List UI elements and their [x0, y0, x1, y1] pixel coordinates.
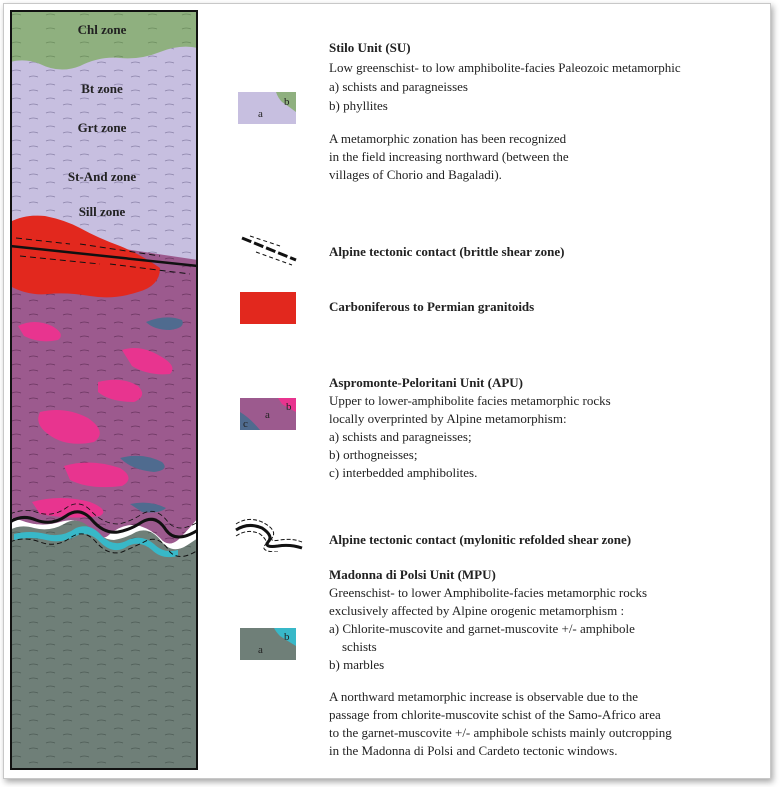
mpu-line: a) Chlorite-muscovite and garnet-muscovite +/- amphibole	[329, 621, 635, 636]
apu-line: Upper to lower-amphibolite facies metamorphic rocks	[329, 393, 611, 408]
zone-label: Chl zone	[77, 22, 127, 37]
apu-title: Aspromonte-Peloritani Unit (APU)	[329, 375, 524, 390]
mpu-line: schists	[329, 639, 377, 654]
mpu-line: exclusively affected by Alpine orogenic metamorphism :	[329, 603, 625, 618]
su-swatch	[238, 92, 296, 124]
mpu-line: Greenschist- to lower Amphibolite-facies metamorphic rocks	[329, 585, 648, 600]
zone-label: Grt zone	[77, 120, 127, 135]
su-line: b) phyllites	[329, 98, 388, 113]
zone-label: St-And zone	[67, 169, 137, 184]
mpu-note-line: to the garnet-muscovite +/- amphibole schists mainly outcropping	[329, 725, 672, 740]
zone-label: Sill zone	[78, 204, 126, 219]
stratigraphic-column	[10, 10, 198, 770]
apu-swatch	[240, 398, 296, 430]
mpu-note-line: A northward metamorphic increase is observable due to the	[329, 689, 639, 704]
su-title: Stilo Unit (SU)	[329, 40, 411, 55]
swatch-label-a: a	[258, 108, 263, 120]
mylonitic-contact-label: Alpine tectonic contact (mylonitic refolded shear zone)	[329, 532, 632, 547]
apu-line: c) interbedded amphibolites.	[329, 465, 478, 480]
brittle-contact-label: Alpine tectonic contact (brittle shear zone)	[329, 244, 565, 259]
apu-line: locally overprinted by Alpine metamorphism:	[329, 411, 567, 426]
mpu-swatch	[240, 628, 296, 660]
apu-line: b) orthogneisses;	[329, 447, 418, 462]
swatch-label-b: b	[286, 401, 292, 413]
mpu-line: b) marbles	[329, 657, 385, 672]
apu-line: a) schists and paragneisses;	[329, 429, 472, 444]
brittle-contact-symbol	[240, 232, 300, 268]
mylonitic-contact-symbol	[234, 516, 304, 552]
su-note-line: A metamorphic zonation has been recognized	[329, 131, 567, 146]
mpu-title: Madonna di Polsi Unit (MPU)	[329, 567, 496, 582]
su-note-line: villages of Chorio and Bagaladi).	[329, 167, 502, 182]
su-line: a) schists and paragneisses	[329, 79, 468, 94]
su-line: Low greenschist- to low amphibolite-facies Paleozoic metamorphic	[329, 60, 681, 75]
swatch-label-b: b	[284, 96, 290, 108]
granitoid-swatch	[240, 292, 296, 324]
mpu-note-line: passage from chlorite-muscovite schist of the Samo-Africo area	[329, 707, 661, 722]
granitoid-label: Carboniferous to Permian granitoids	[329, 299, 535, 314]
swatch-label-a: a	[265, 409, 270, 421]
swatch-label-b: b	[284, 631, 290, 643]
su-note-line: in the field increasing northward (between the	[329, 149, 569, 164]
swatch-label-a: a	[258, 644, 263, 656]
mpu-note-line: in the Madonna di Polsi and Cardeto tectonic windows.	[329, 743, 618, 758]
swatch-label-c: c	[243, 418, 248, 430]
zone-label: Bt zone	[81, 81, 123, 96]
